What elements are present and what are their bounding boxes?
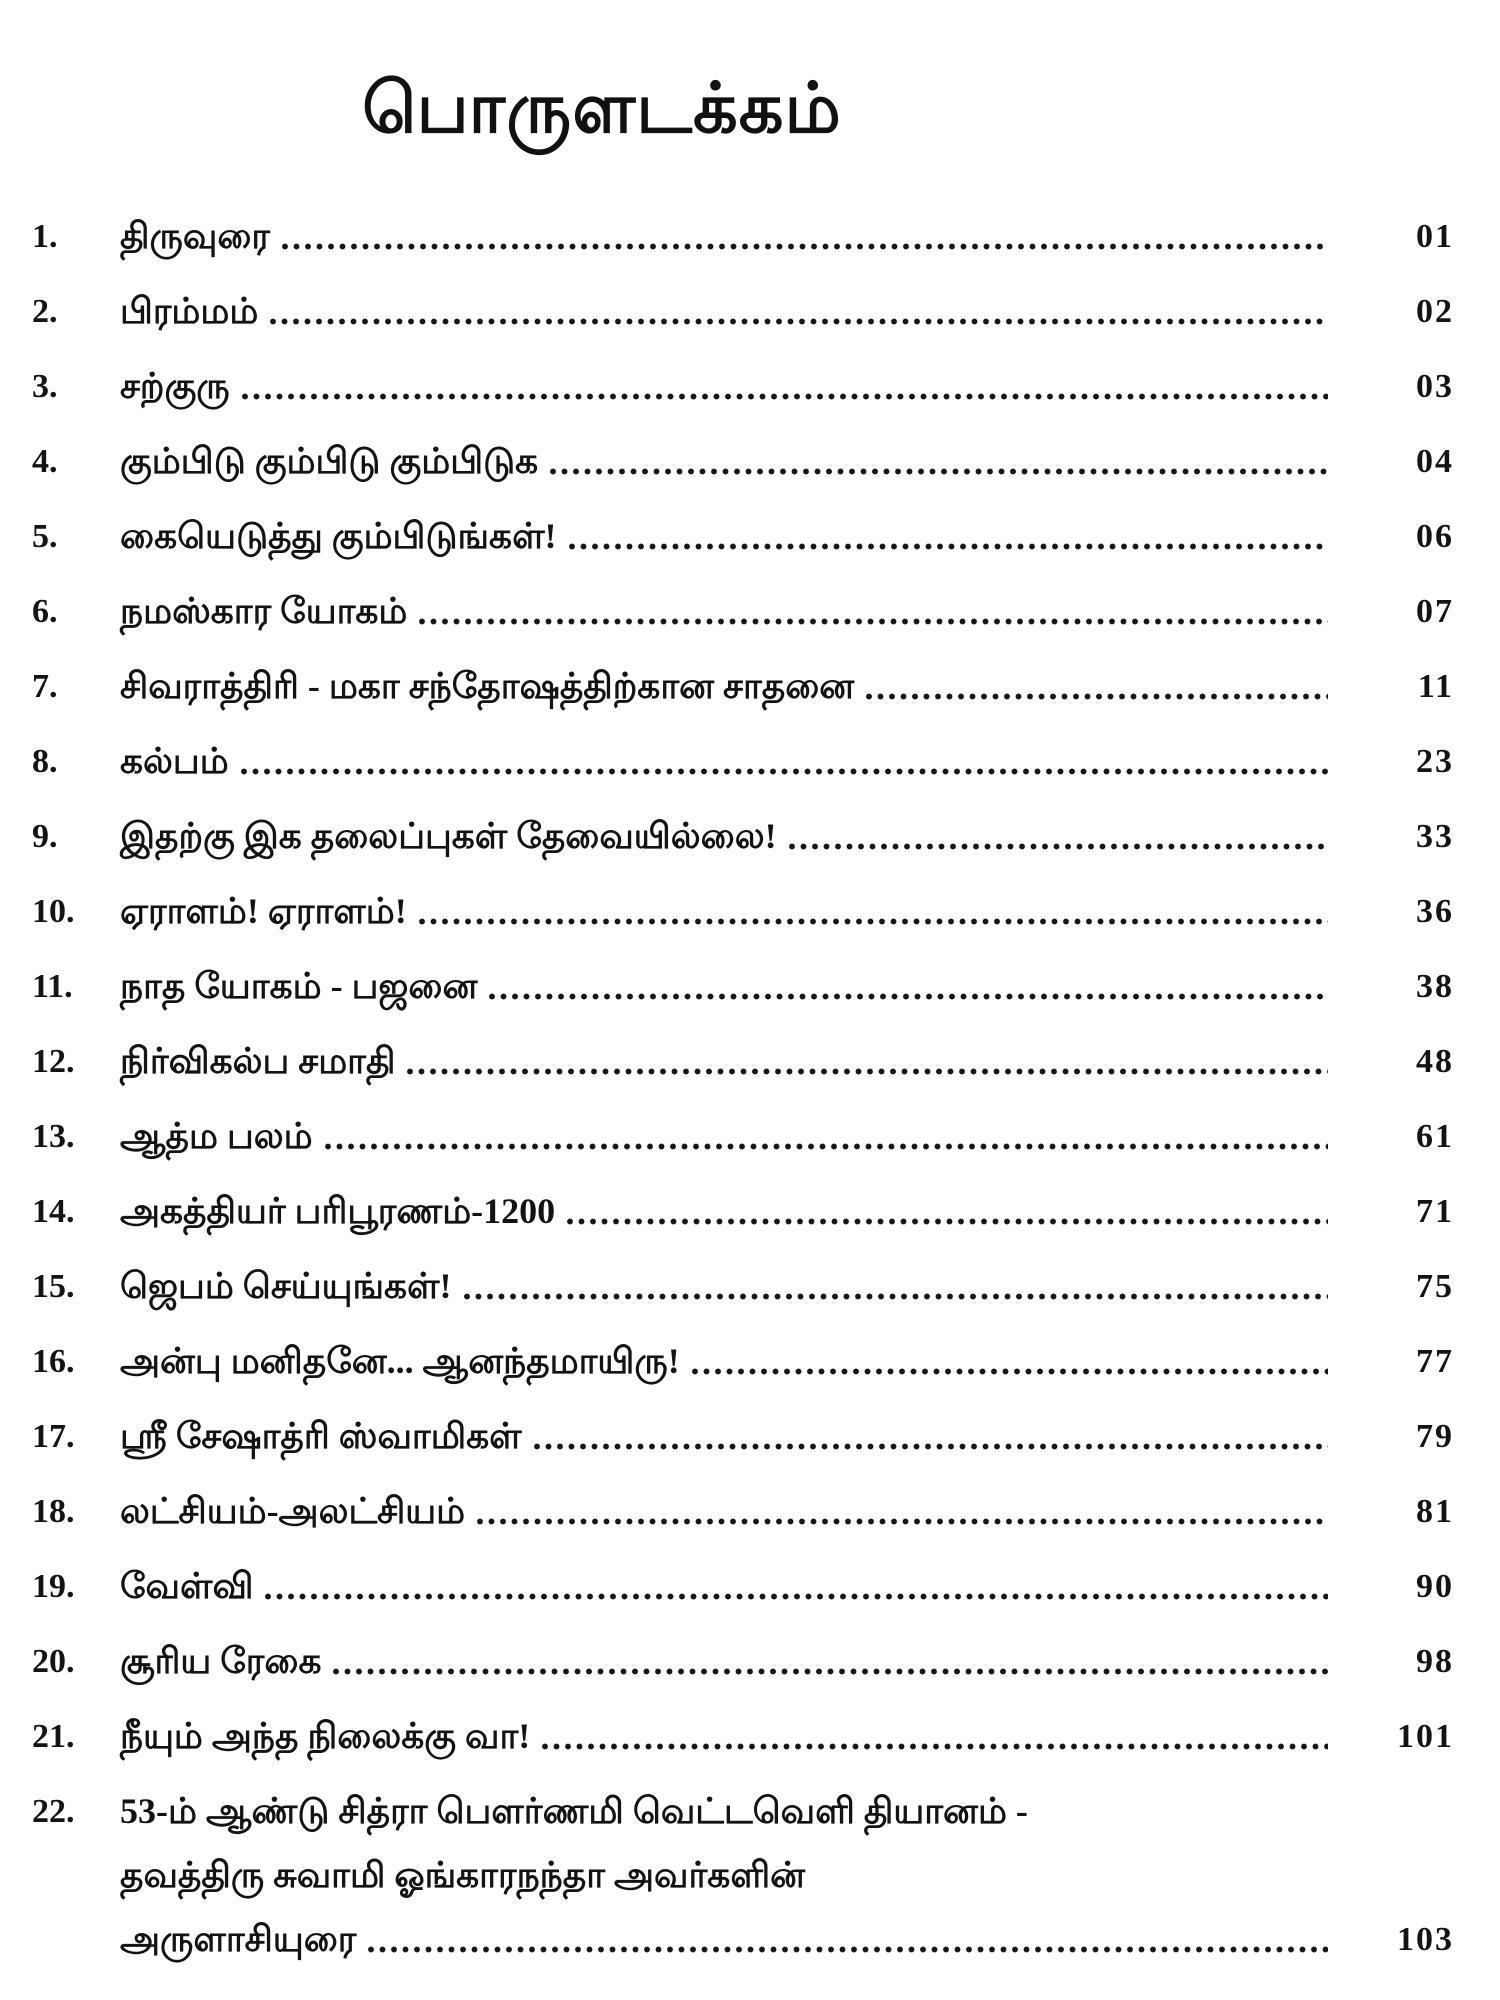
item-number: 20. <box>32 1643 75 1680</box>
toc-entry <box>120 1116 1454 1157</box>
item-number: 14. <box>32 1193 75 1230</box>
item-number: 6. <box>32 593 58 630</box>
item-number: 17. <box>32 1418 75 1455</box>
item-title: கல்பம் <box>120 741 229 781</box>
toc-row <box>32 1566 1454 1607</box>
toc-entry-line <box>120 591 1454 632</box>
toc-row <box>32 1641 1454 1682</box>
page-number: 77 <box>1416 1343 1454 1380</box>
item-number: 21. <box>32 1718 75 1755</box>
toc-row <box>32 1491 1454 1532</box>
item-title: அருளாசியுரை <box>120 1919 357 1959</box>
item-title: ஏராளம்! ஏராளம்! <box>120 891 407 931</box>
toc-row <box>32 891 1454 932</box>
page-number: 04 <box>1416 443 1454 480</box>
toc-entry-line <box>120 966 1454 1007</box>
toc-entry-line <box>120 1566 1454 1607</box>
item-title: கையெடுத்து கும்பிடுங்கள்! <box>120 516 557 556</box>
toc-entry <box>120 1791 1454 1960</box>
dot-leader <box>489 993 1328 1000</box>
toc-row <box>32 1266 1454 1307</box>
toc-entry-line <box>120 516 1454 557</box>
page-number: 48 <box>1416 1043 1454 1080</box>
dot-leader <box>866 693 1328 700</box>
item-number: 18. <box>32 1493 75 1530</box>
toc-entry <box>120 1491 1454 1532</box>
toc-row <box>32 1416 1454 1457</box>
dot-leader <box>368 1946 1328 1953</box>
item-number: 4. <box>32 443 58 480</box>
toc-entry <box>120 1341 1454 1382</box>
item-number: 10. <box>32 893 75 930</box>
item-number: 13. <box>32 1118 75 1155</box>
page-number: 81 <box>1416 1493 1454 1530</box>
dot-leader <box>464 1293 1328 1300</box>
dot-leader <box>419 618 1328 625</box>
dot-leader <box>534 1443 1328 1450</box>
toc-entry-line <box>120 1416 1454 1457</box>
toc-row <box>32 1041 1454 1082</box>
toc-entry-line <box>120 891 1454 932</box>
dot-leader <box>270 318 1328 325</box>
item-title: ஜெபம் செய்யுங்கள்! <box>120 1266 452 1306</box>
toc-entry <box>120 1041 1454 1082</box>
item-number: 2. <box>32 293 58 330</box>
page-number: 79 <box>1416 1418 1454 1455</box>
item-number: 9. <box>32 818 58 855</box>
toc-entry <box>120 591 1454 632</box>
toc-entry-line <box>120 1641 1454 1682</box>
dot-leader <box>407 1068 1328 1075</box>
toc-row <box>32 366 1454 407</box>
page-number: 11 <box>1417 668 1454 705</box>
toc-entry <box>120 291 1454 332</box>
page-number: 101 <box>1397 1718 1454 1755</box>
dot-leader <box>282 243 1328 250</box>
toc-row <box>32 1716 1454 1757</box>
page-number: 71 <box>1416 1193 1454 1230</box>
toc-entry-line <box>120 366 1454 407</box>
toc-entry <box>120 516 1454 557</box>
page-number: 103 <box>1397 1921 1454 1958</box>
toc-entry <box>120 1191 1454 1232</box>
toc-entry-line <box>120 666 1454 707</box>
item-title: திருவுரை <box>120 216 270 256</box>
toc-row <box>32 1116 1454 1157</box>
toc-entry-line <box>120 1716 1454 1757</box>
dot-leader <box>419 918 1328 925</box>
dot-leader <box>692 1368 1328 1375</box>
toc-entry <box>120 891 1454 932</box>
dot-leader <box>325 1143 1328 1150</box>
item-number: 22. <box>32 1793 75 1830</box>
toc-entry-line <box>120 1491 1454 1532</box>
dot-leader <box>242 393 1328 400</box>
item-title: பிரம்மம் <box>120 291 259 331</box>
page-number: 38 <box>1416 968 1454 1005</box>
toc-entry-line <box>120 216 1454 257</box>
page-number: 33 <box>1416 818 1454 855</box>
toc-entry <box>120 1266 1454 1307</box>
toc-entry-line <box>120 291 1454 332</box>
item-number: 19. <box>32 1568 75 1605</box>
toc-entry-line <box>120 1041 1454 1082</box>
page-number: 23 <box>1416 743 1454 780</box>
page-number: 90 <box>1416 1568 1454 1605</box>
item-title: நீயும் அந்த நிலைக்கு வா! <box>120 1716 531 1756</box>
toc-entry-line <box>120 1266 1454 1307</box>
item-title: சூரிய ரேகை <box>120 1641 322 1681</box>
item-title: நமஸ்கார யோகம் <box>120 591 408 631</box>
item-title: ஆத்ம பலம் <box>120 1116 313 1156</box>
page-title: பொருளடக்கம் <box>362 71 842 148</box>
page-number: 06 <box>1416 518 1454 555</box>
toc-entry <box>120 1416 1454 1457</box>
dot-leader <box>241 768 1328 775</box>
toc-entry <box>120 216 1454 257</box>
toc-row <box>32 516 1454 557</box>
dot-leader <box>333 1668 1328 1675</box>
page-number: 01 <box>1416 218 1454 255</box>
page-number: 02 <box>1416 293 1454 330</box>
toc-row <box>32 741 1454 782</box>
toc-row <box>32 291 1454 332</box>
toc-entry-line <box>120 1116 1454 1157</box>
toc-row <box>32 591 1454 632</box>
title-wrap <box>32 70 1172 158</box>
toc-row <box>32 216 1454 257</box>
toc-row <box>32 1191 1454 1232</box>
item-title: நிர்விகல்ப சமாதி <box>120 1041 396 1081</box>
toc-row <box>32 1791 1454 1960</box>
dot-leader <box>477 1518 1328 1525</box>
page-number: 75 <box>1416 1268 1454 1305</box>
toc-entry <box>120 966 1454 1007</box>
toc-entry <box>120 1641 1454 1682</box>
item-number: 15. <box>32 1268 75 1305</box>
item-title-line: தவத்திரு சுவாமி ஓங்காரநந்தா அவர்களின் <box>120 1855 806 1895</box>
toc-row <box>32 441 1454 482</box>
toc-entry-line <box>120 1191 1454 1232</box>
toc-entry <box>120 666 1454 707</box>
page-number: 03 <box>1416 368 1454 405</box>
item-number: 16. <box>32 1343 75 1380</box>
item-number: 1. <box>32 218 58 255</box>
toc-entry <box>120 1566 1454 1607</box>
table-of-contents <box>32 216 1454 1960</box>
item-title: ஸ்ரீ சேஷாத்ரி ஸ்வாமிகள் <box>120 1416 522 1456</box>
item-number: 12. <box>32 1043 75 1080</box>
item-title-line: 53-ம் ஆண்டு சித்ரா பௌர்ணமி வெட்டவெளி தியானம் - <box>120 1791 1028 1831</box>
toc-entry-line <box>120 1919 1454 1960</box>
page-number: 98 <box>1416 1643 1454 1680</box>
dot-leader <box>567 1218 1328 1225</box>
item-title: சற்குரு <box>120 366 230 406</box>
page-number: 61 <box>1416 1118 1454 1155</box>
item-title: சிவராத்திரி - மகா சந்தோஷத்திற்கான சாதனை <box>120 666 855 706</box>
item-title: கும்பிடு கும்பிடு கும்பிடுக <box>120 441 539 481</box>
toc-entry <box>120 741 1454 782</box>
toc-row <box>32 1341 1454 1382</box>
item-title: லட்சியம்-அலட்சியம் <box>120 1491 466 1531</box>
toc-entry <box>120 1716 1454 1757</box>
toc-entry <box>120 816 1454 857</box>
toc-entry-line <box>120 441 1454 482</box>
toc-entry <box>120 441 1454 482</box>
toc-row <box>32 966 1454 1007</box>
item-number: 7. <box>32 668 58 705</box>
item-number: 11. <box>32 968 73 1005</box>
item-title: இதற்கு இக தலைப்புகள் தேவையில்லை! <box>120 816 777 856</box>
dot-leader <box>550 468 1328 475</box>
toc-entry-line <box>120 1341 1454 1382</box>
item-title: நாத யோகம் - பஜனை <box>120 966 478 1006</box>
item-title: அன்பு மனிதனே... ஆனந்தமாயிரு! <box>120 1341 680 1381</box>
item-number: 5. <box>32 518 58 555</box>
page-number: 07 <box>1416 593 1454 630</box>
item-title: வேள்வி <box>120 1566 254 1606</box>
toc-entry-line <box>120 816 1454 857</box>
dot-leader <box>542 1743 1328 1750</box>
dot-leader <box>569 543 1328 550</box>
toc-entry-line <box>120 741 1454 782</box>
item-title: அகத்தியர் பரிபூரணம்-1200 <box>120 1191 556 1231</box>
page-number: 36 <box>1416 893 1454 930</box>
item-number: 3. <box>32 368 58 405</box>
item-number: 8. <box>32 743 58 780</box>
toc-row <box>32 666 1454 707</box>
toc-entry <box>120 366 1454 407</box>
toc-row <box>32 816 1454 857</box>
dot-leader <box>789 843 1328 850</box>
dot-leader <box>265 1593 1328 1600</box>
